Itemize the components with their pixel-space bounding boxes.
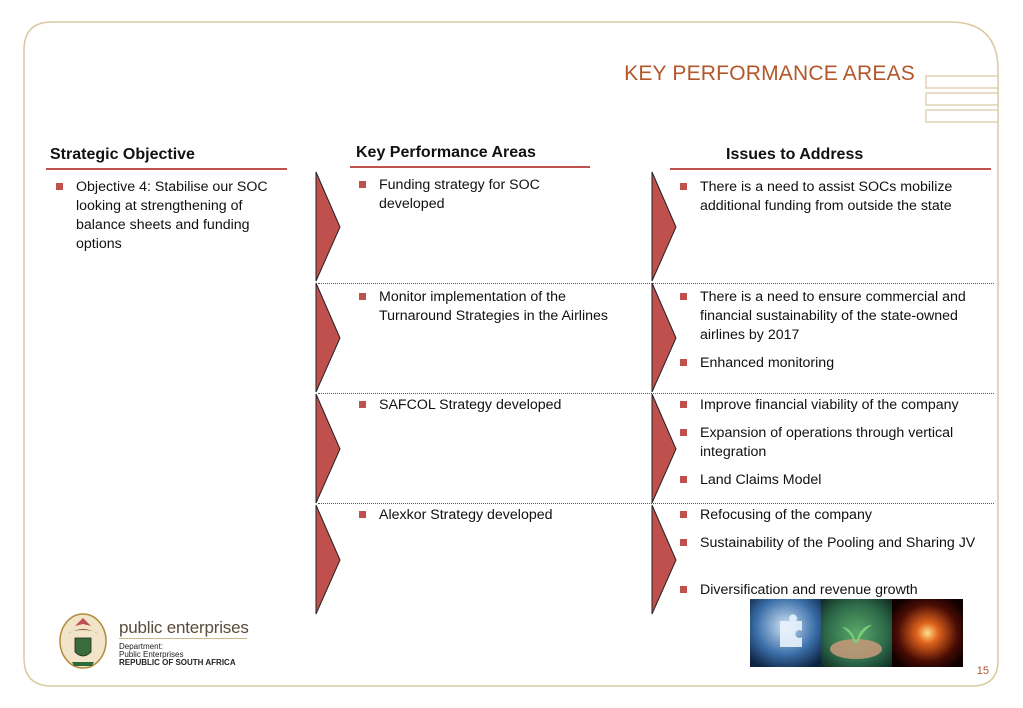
bullet-square-icon [359, 181, 366, 188]
row-separator-3 [318, 503, 994, 504]
kpa-text: Alexkor Strategy developed [379, 507, 553, 523]
issue-item [678, 396, 1012, 415]
hands-shape [830, 639, 882, 659]
header-strategic-objective: Strategic Objective [50, 146, 195, 163]
chevron-right-1 [652, 172, 676, 281]
deco-bar-1 [926, 76, 998, 88]
chevron-left-3 [316, 394, 340, 503]
chevron-right-2 [652, 283, 676, 392]
issue-item [678, 534, 1000, 553]
issue-item [678, 178, 1000, 216]
issue-item [678, 288, 1000, 345]
bullet-square-icon [680, 511, 687, 518]
kpa-text: Funding strategy for SOC developed [379, 177, 540, 212]
issue-text: There is a need to assist SOCs mobilize additional funding from outside the state [700, 179, 953, 214]
bullet-square-icon [359, 293, 366, 300]
issue-text: Land Claims Model [700, 472, 822, 488]
bullet-square-icon [680, 539, 687, 546]
kpa-item [357, 288, 609, 326]
issue-text: There is a need to ensure commercial and financial sustainability of the state-owned airlines by 2017 [700, 289, 966, 343]
page-number: 15 [976, 665, 989, 677]
kpa-item [357, 176, 599, 214]
logo-line-3: REPUBLIC OF SOUTH AFRICA [119, 658, 236, 667]
chevron-left-4 [316, 505, 340, 614]
issue-item [678, 354, 1000, 373]
header-underline-objective [46, 168, 287, 170]
logo-name: public enterprises [119, 618, 249, 637]
issue-item [678, 506, 1000, 525]
issue-text: Sustainability of the Pooling and Sharing JV [700, 535, 976, 551]
bullet-square-icon [680, 586, 687, 593]
header-issues-to-address: Issues to Address [726, 146, 864, 163]
coat-of-arms-logo [58, 612, 108, 670]
deco-bar-2 [926, 93, 998, 105]
bullet-square-icon [680, 293, 687, 300]
photo-strip [750, 599, 963, 667]
bullet-square-icon [680, 476, 687, 483]
header-underline-issues [670, 168, 991, 170]
row-separator-1 [318, 283, 994, 284]
issue-item [678, 471, 1000, 490]
header-underline-kpa [350, 166, 590, 168]
kpa-text: SAFCOL Strategy developed [379, 397, 562, 413]
logo-line-1: Department: [119, 642, 164, 651]
objective-text: Objective 4: Stabilise our SOC looking at strengthening of balance sheets and funding options [76, 179, 268, 252]
kpa-item [357, 506, 609, 525]
row-separator-2 [318, 393, 994, 394]
bullet-square-icon [56, 183, 63, 190]
objective-item [54, 178, 290, 254]
energy-burst-image [892, 599, 963, 667]
bullet-square-icon [680, 359, 687, 366]
bullet-square-icon [680, 183, 687, 190]
issue-item [678, 424, 1000, 462]
issue-text: Enhanced monitoring [700, 355, 835, 371]
issue-text: Refocusing of the company [700, 507, 872, 523]
bullet-square-icon [359, 401, 366, 408]
logo-line-2: Public Enterprises [119, 650, 184, 659]
bullet-square-icon [680, 429, 687, 436]
bullet-square-icon [680, 401, 687, 408]
kpa-item [357, 396, 609, 415]
chevron-left-1 [316, 172, 340, 281]
issue-text: Improve financial viability of the company [700, 397, 959, 413]
bullet-square-icon [359, 511, 366, 518]
issue-text: Diversification and revenue growth [700, 582, 918, 598]
issue-item [678, 581, 1000, 600]
kpa-text: Monitor implementation of the Turnaround Strategies in the Airlines [379, 289, 608, 324]
slide-title: KEY PERFORMANCE AREAS [624, 62, 915, 85]
logo-divider [119, 638, 247, 639]
chevron-left-2 [316, 283, 340, 392]
chevron-right-3 [652, 394, 676, 503]
header-key-performance-areas: Key Performance Areas [356, 144, 536, 161]
chevron-right-4 [652, 505, 676, 614]
shield-icon [75, 638, 91, 656]
deco-bar-3 [926, 110, 998, 122]
issue-text: Expansion of operations through vertical integration [700, 425, 954, 460]
